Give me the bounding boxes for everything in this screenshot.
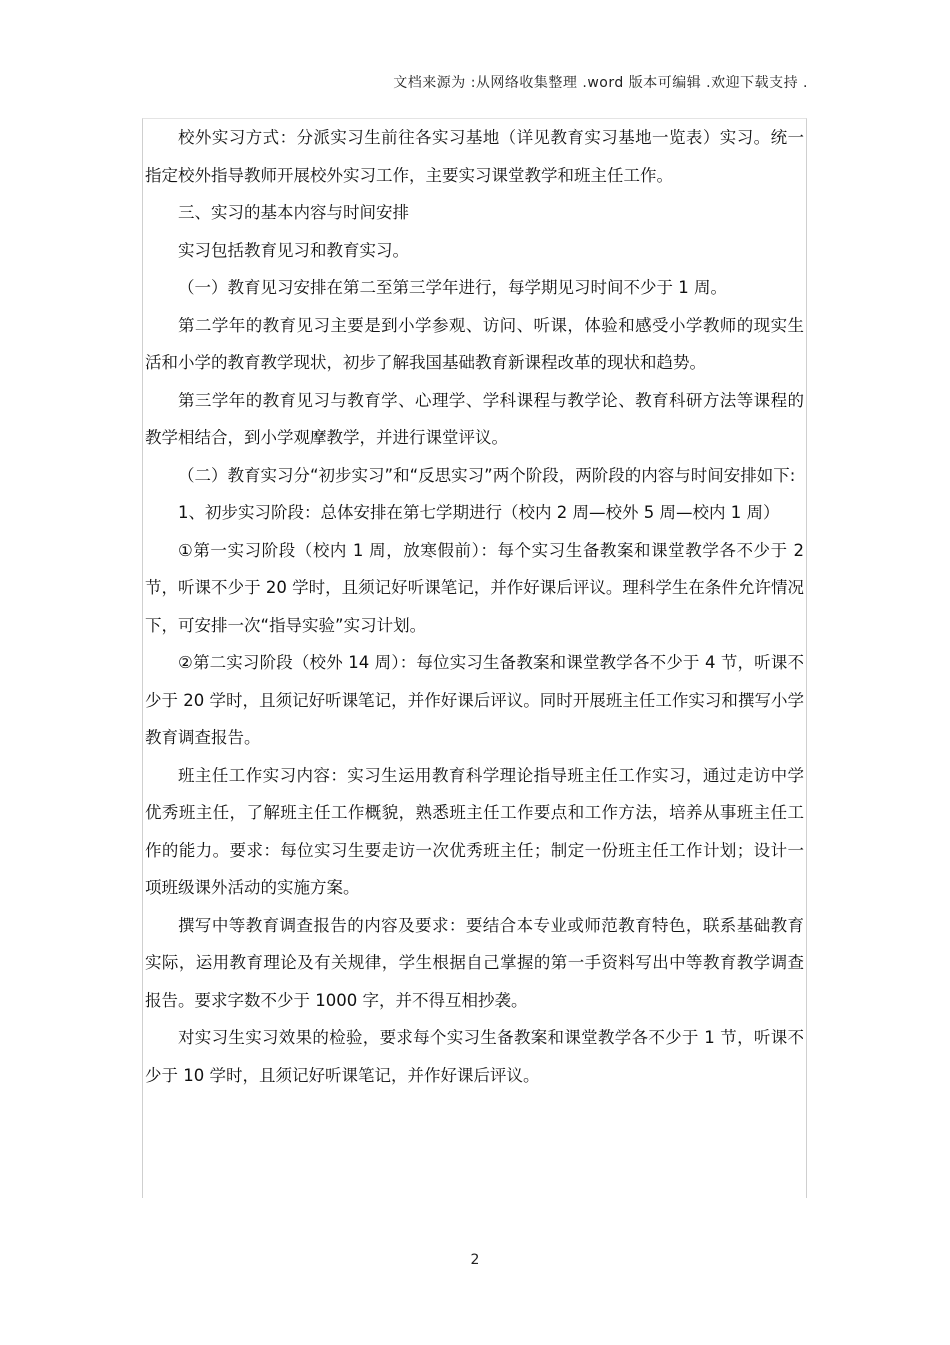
paragraph-second-year-observation: 第二学年的教育见习主要是到小学参观、访问、听课，体验和感受小学教师的现实生活和小学的教育教学现状，初步了解我国基础教育新课程改革的现状和趋势。 (145, 315, 804, 372)
paragraph-third-year-observation: 第三学年的教育见习与教育学、心理学、学科课程与教学论、教育科研方法等课程的教学相结合，到小学观摩教学，并进行课堂评议。 (145, 390, 804, 447)
paragraph-education-internship-stages: （二）教育实习分“初步实习”和“反思实习”两个阶段，两阶段的内容与时间安排如下: (178, 465, 796, 485)
paragraph-list (143, 119, 806, 1094)
paragraph-head-teacher-internship: 班主任工作实习内容：实习生运用教育科学理论指导班主任工作实习，通过走访中学优秀班主任，了解班主任工作概貌，熟悉班主任工作要点和工作方法，培养从事班主任工作的能力。要求：每位实习生要走访一次优秀班主任；制定一份班主任工作计划；设计一项班级课外活动的实施方案。 (145, 765, 804, 897)
document-source-header: 文档来源为 :从网络收集整理 .word 版本可编辑 .欢迎下载支持 . (393, 75, 808, 91)
paragraph-internship-includes: 实习包括教育见习和教育实习。 (178, 240, 409, 260)
paragraph-offsite-internship: 校外实习方式：分派实习生前往各实习基地（详见教育实习基地一览表）实习。统一指定校外指导教师开展校外实习工作，主要实习课堂教学和班主任工作。 (145, 128, 804, 185)
paragraph-initial-internship-stage: 1、初步实习阶段：总体安排在第七学期进行（校内 2 周—校外 5 周—校内 1 周） (178, 503, 780, 522)
paragraph-first-internship-phase: ①第一实习阶段（校内 1 周，放寒假前）：每个实习生备教案和课堂教学各不少于 2 节，听课不少于 20 学时，且须记好听课笔记，并作好课后评议。理科学生在条件允许情况下，可安排一次“指导实验”实习计划。 (145, 540, 804, 635)
paragraph-internship-evaluation: 对实习生实习效果的检验，要求每个实习生备教案和课堂教学各不少于 1 节，听课不少于 10 学时，且须记好听课笔记，并作好课后评议。 (145, 1028, 804, 1085)
paragraph-second-internship-phase: ②第二实习阶段（校外 14 周）：每位实习生备教案和课堂教学各不少于 4 节，听课不少于 20 学时，且须记好听课笔记，并作好课后评议。同时开展班主任工作实习和撰写小学教育调查报告。 (145, 653, 804, 747)
paragraph-survey-report: 撰写中等教育调查报告的内容及要求：要结合本专业或师范教育特色，联系基础教育实际，运用教育理论及有关规律，学生根据自己掌握的第一手资料写出中等教育教学调查报告。要求字数不少于 1000 字，并不得互相抄袭。 (145, 915, 804, 1010)
document-body (142, 118, 807, 1198)
page-number: 2 (470, 1252, 480, 1268)
paragraph-education-observation: （一）教育见习安排在第二至第三学年进行，每学期见习时间不少于 1 周。 (178, 278, 727, 297)
section-heading-content-and-schedule: 三、实习的基本内容与时间安排 (178, 203, 409, 222)
